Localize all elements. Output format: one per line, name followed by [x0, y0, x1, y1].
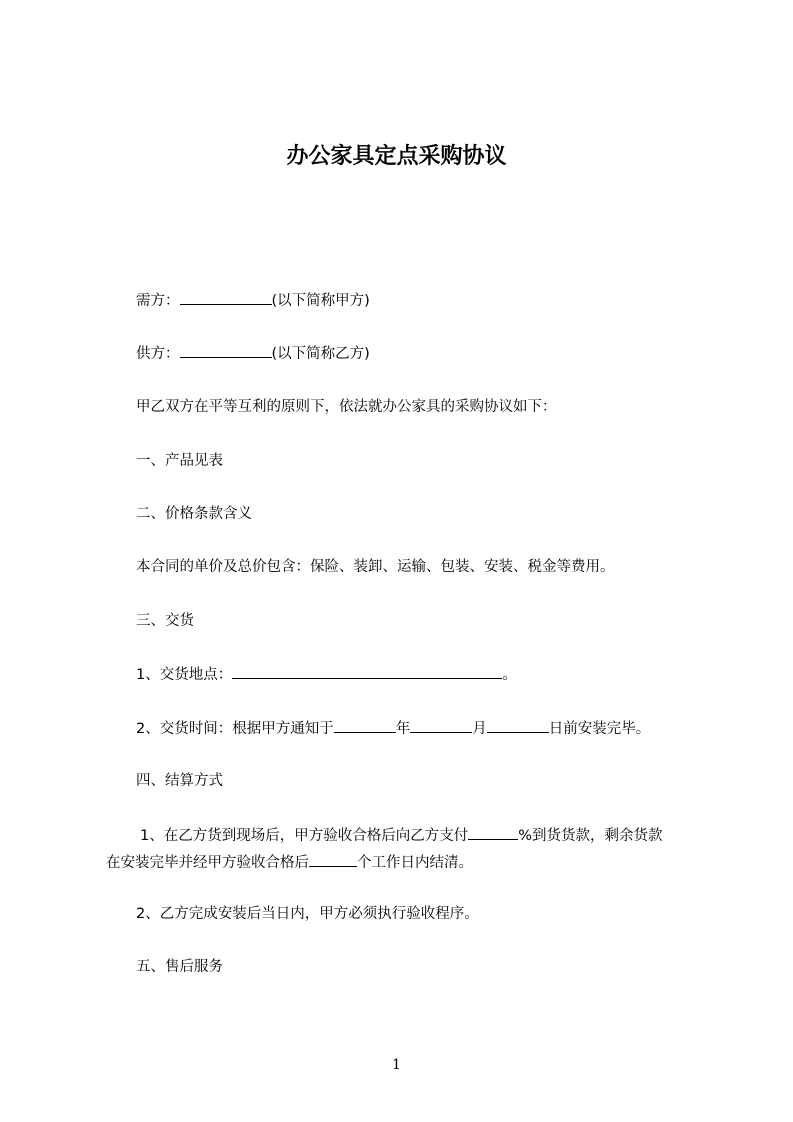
payment-term-line-1 — [140, 825, 663, 846]
delivery-location-end: 。 — [502, 667, 517, 683]
delivery-time-end: 日前安装完毕。 — [548, 721, 651, 737]
payment-term-text-3: 在安装完毕并经甲方验收合格后 — [106, 855, 309, 871]
payment-term-text-2: %到货货款，剩余货款 — [518, 828, 663, 844]
section-3-heading: 三、交货 — [136, 613, 194, 629]
section-4-heading: 四、结算方式 — [136, 773, 223, 789]
delivery-year-blank — [334, 718, 396, 733]
payment-term-line-2 — [106, 852, 473, 873]
section-2-text: 本合同的单价及总价包含：保险、装卸、运输、包装、安装、税金等费用。 — [136, 559, 615, 575]
buyer-note: (以下简称甲方) — [271, 293, 370, 309]
payment-term-text-4: 个工作日内结清。 — [357, 855, 473, 871]
section-1-heading: 一、产品见表 — [136, 453, 223, 469]
delivery-location-label: 1、交货地点： — [136, 667, 233, 683]
buyer-name-blank — [180, 290, 272, 305]
delivery-time-label: 2、交货时间：根据甲方通知于 — [136, 721, 334, 737]
payment-days-blank — [309, 852, 357, 867]
buyer-line — [136, 290, 370, 311]
supplier-name-blank — [180, 343, 272, 358]
payment-percent-blank — [468, 825, 518, 840]
section-5-heading: 五、售后服务 — [136, 959, 223, 975]
delivery-time-line — [136, 718, 650, 739]
delivery-location-blank — [232, 664, 502, 679]
supplier-label: 供方： — [136, 346, 180, 362]
supplier-line — [136, 343, 370, 364]
intro-paragraph: 甲乙双方在平等互利的原则下，依法就办公家具的采购协议如下： — [136, 399, 557, 415]
page-number: 1 — [392, 1057, 401, 1073]
delivery-year-unit: 年 — [395, 721, 411, 737]
delivery-location-line — [136, 664, 517, 685]
document-title: 办公家具定点采购协议 — [286, 144, 507, 169]
buyer-label: 需方： — [136, 293, 180, 309]
acceptance-line: 2、乙方完成安装后当日内，甲方必须执行验收程序。 — [136, 906, 479, 922]
delivery-month-unit: 月 — [472, 721, 487, 737]
delivery-day-blank — [487, 718, 549, 733]
delivery-month-blank — [410, 718, 472, 733]
supplier-note: (以下简称乙方) — [271, 346, 370, 362]
section-2-heading: 二、价格条款含义 — [136, 506, 252, 522]
payment-term-text-1: 1、在乙方货到现场后，甲方验收合格后向乙方支付 — [140, 828, 469, 844]
